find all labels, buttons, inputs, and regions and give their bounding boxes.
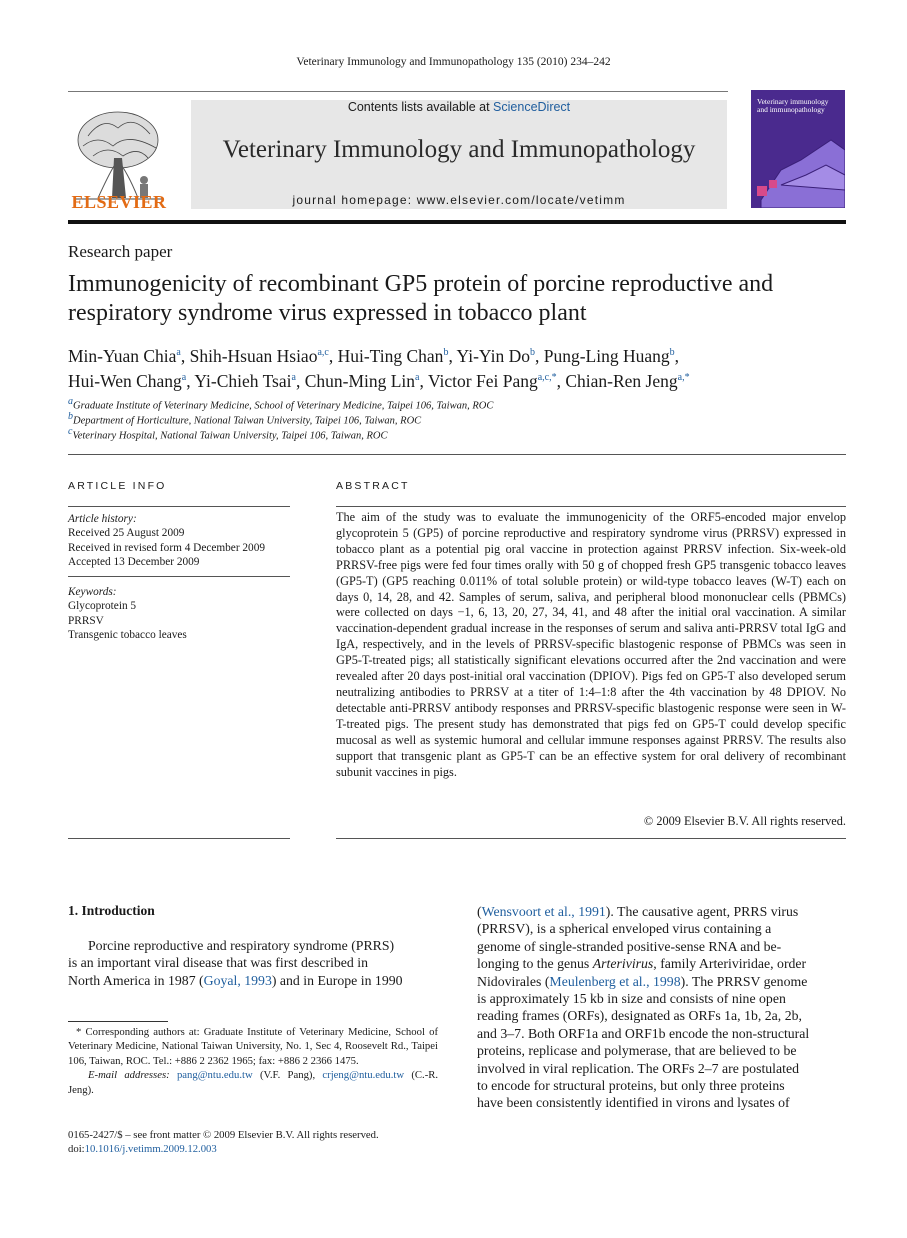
- footnote-rule: [68, 1021, 168, 1022]
- article-info-rule: [68, 506, 290, 507]
- email-link[interactable]: crjeng@ntu.edu.tw: [322, 1069, 405, 1082]
- citation-link[interactable]: Meulenberg et al., 1998: [549, 973, 681, 989]
- author-affil-marker[interactable]: a: [415, 371, 420, 383]
- abstract-rule: [336, 506, 846, 507]
- section-heading: 1. Introduction: [68, 903, 155, 918]
- contents-line: Contents lists available at ScienceDirect: [347, 100, 571, 114]
- corresponding-author-footnote: * Corresponding authors at: Graduate Institute of Veterinary Medicine, School of Veterinary Medicine, National Taiwan University, No. 1, Sec 4, Roosevelt Rd., Taipei 106, Taiwan, ROC. Tel.: +886 2 2362 1965; fax: +886 2 2366 1475. E-mail addresses: pang@ntu.edu.tw (V.F. Pang), crjeng@ntu.edu.tw (C.-R. Jeng).: [68, 1026, 439, 1096]
- citation-link[interactable]: Wensvoort et al., 1991: [481, 904, 606, 919]
- journal-cover-image: [751, 90, 845, 208]
- journal-citation: Veterinary Immunology and Immunopathology 135 (2010) 234–242: [296, 56, 611, 68]
- intro-right-column: (Wensvoort et al., 1991). The causative agent, PRRS virus (PRRSV), is a spherical enveloped virus containing a genome of single-stranded positive-sense RNA and be- longing to the genus Arterivirus, family Arteriviridae, order Nidovirales (Meulenberg et al., 1998). The PRRSV genome is approximately 15 kb in size and consists of nine open reading frames (ORFs), designated as ORFs 1a, 1b, 2a, 2b, and 3–7. Both ORF1a and ORF1b encode the non-structural proteins, replicase and polymerase, that are believed to be involved in viral replication. The ORFs 2–7 are postulated to encode for structural proteins, but only three proteins have been consistently identified in virons and lysates of: [477, 904, 810, 1111]
- sciencedirect-link[interactable]: ScienceDirect: [493, 100, 571, 114]
- author: Hui-Ting Chan: [337, 345, 444, 366]
- affiliation-a: $^a$Graduate Institute of Veterinary Medicine, School of Veterinary Medicine, Taipei 106, Taiwan, ROC: [68, 396, 494, 412]
- keyword: PRRSV: [68, 614, 104, 627]
- author-affil-marker[interactable]: a,c: [317, 347, 329, 358]
- header-rule: [68, 91, 728, 92]
- keywords-rule: [68, 576, 290, 577]
- affiliation-b: $^b$Department of Horticulture, National Taiwan University, Taipei 106, Taiwan, ROC: [68, 411, 422, 427]
- author-list: Min-Yuan Chia$^a$, Shih-Hsuan Hsiao$^{a,c}$, Hui-Ting Chan$^b$, Yi-Yin Do$^b$, Pung-Ling Huang$^b$, Hui-Wen Chang$^a$, Yi-Chieh Tsai$^a$, Chun-Ming Lin$^a$, Victor Fei Pang$^{a,c,*}$, Chian-Ren Jeng$^{a,*}$: [68, 345, 690, 391]
- keywords: Keywords: Glycoprotein 5 PRRSV Transgenic tobacco leaves: [68, 585, 290, 642]
- author: Yi-Chieh Tsai: [194, 370, 292, 391]
- journal-title: Veterinary Immunology and Immunopathology: [222, 136, 696, 163]
- section-rule: [68, 454, 846, 455]
- citation-link[interactable]: Goyal, 1993: [203, 972, 272, 988]
- front-matter: 0165-2427/$ – see front matter © 2009 Elsevier B.V. All rights reserved. doi:10.1016/j.vetimm.2009.12.003: [68, 1129, 379, 1156]
- author-affil-marker[interactable]: a,c,*: [537, 371, 557, 383]
- copyright: © 2009 Elsevier B.V. All rights reserved.: [643, 814, 846, 828]
- keyword: Transgenic tobacco leaves: [68, 628, 187, 641]
- author-affil-marker[interactable]: a: [291, 371, 296, 383]
- abstract-bottom-rule: [336, 838, 846, 839]
- header-thick-rule: [68, 220, 846, 224]
- doi-link[interactable]: 10.1016/j.vetimm.2009.12.003: [84, 1143, 217, 1156]
- author-affil-marker[interactable]: b: [443, 347, 449, 358]
- journal-homepage[interactable]: journal homepage: www.elsevier.com/locate/vetimm: [292, 193, 626, 207]
- paper-title: Immunogenicity of recombinant GP5 protein of porcine reproductive and respiratory syndrome virus expressed in tobacco plant: [68, 271, 774, 326]
- author: Shih-Hsuan Hsiao: [189, 345, 318, 366]
- author: Min-Yuan Chia: [68, 345, 177, 366]
- author-affil-marker[interactable]: b: [529, 347, 535, 358]
- publisher-logo-text: ELSEVIER: [71, 192, 167, 212]
- author: Victor Fei Pang: [427, 370, 538, 391]
- cover-title: Veterinary immunology and immunopathology: [757, 97, 829, 114]
- author-affil-marker[interactable]: a: [181, 371, 187, 383]
- abstract-label: ABSTRACT: [336, 480, 410, 492]
- article-info-bottom-rule: [68, 838, 290, 839]
- article-info-label: ARTICLE INFO: [68, 480, 167, 492]
- intro-left-column: Porcine reproductive and respiratory syndrome (PRRS) is an important viral disease that was first described in North America in 1987 (Goyal, 1993) and in Europe in 1990: [68, 938, 403, 988]
- keyword: Glycoprotein 5: [68, 600, 137, 613]
- author: Yi-Yin Do: [456, 345, 530, 366]
- author-affil-marker[interactable]: a: [176, 347, 181, 358]
- paper-type: Research paper: [68, 242, 173, 261]
- author: Pung-Ling Huang: [543, 345, 670, 366]
- author-affil-marker[interactable]: b: [669, 347, 675, 358]
- abstract-text: The aim of the study was to evaluate the immunogenicity of the ORF5-encoded major envelop glycoprotein 5 (GP5) of porcine reproductive and respiratory syndrome virus (PRRSV) expressed in tobacco plant as a potential pig oral vaccine in protection against PRRSV infection. Six-week-old PRRSV-free pigs were fed four times orally with 50 g of chopped fresh GP5 transgenic tobacco leaves (GP5-T) (GP5 reaching 0.011% of total soluble protein) or wild-type tobacco leaves (W-T) each on days 0, 14, 28, and 42. Samples of serum, saliva, and peripheral blood mononuclear cells (PBMCs) were collected on days −1, 6, 13, 20, 27, 34, 41, and 48 after the initial oral vaccination. A similar vaccination-dependent gradual increase in the responses of serum and saliva anti-PRRSV total IgG and IgA, respectively, and in the levels of PRRSV-specific blastogenic response of PBMCs was seen in GP5-T-treated pigs; all statistically significant elevations occurred after the 2nd vaccination and were revealed after 20 days post-initial oral vaccination (DPIOV). Pigs fed on GP5-T also developed serum neutralizing antibodies to PRRSV at a titer of 1:4–1:8 after the 4th vaccination by 48 DPIOV. No detectable anti-PRRSV antibody responses and PRRSV-specific blastogenic response were seen in W-T-treated pigs. The present study has demonstrated that pigs fed on GP5-T could develop specific mucosal as well as systemic humoral and cellular immune responses against PRRSV. The results also support that transgenic plant as GP5-T can be an effective system for oral delivery of recombinant subunit vaccines in pigs.: [336, 510, 846, 779]
- affiliation-c: $^c$Veterinary Hospital, National Taiwan University, Taipei 106, Taiwan, ROC: [68, 426, 388, 442]
- author: Chun-Ming Lin: [304, 370, 416, 391]
- email-link[interactable]: pang@ntu.edu.tw: [176, 1069, 253, 1082]
- author-affil-marker[interactable]: a,*: [677, 371, 690, 383]
- author: Hui-Wen Chang: [68, 370, 182, 391]
- author: Chian-Ren Jeng: [565, 370, 678, 391]
- article-history: Article history: Received 25 August 2009 Received in revised form 4 December 2009 Accepted 13 December 2009: [68, 513, 265, 568]
